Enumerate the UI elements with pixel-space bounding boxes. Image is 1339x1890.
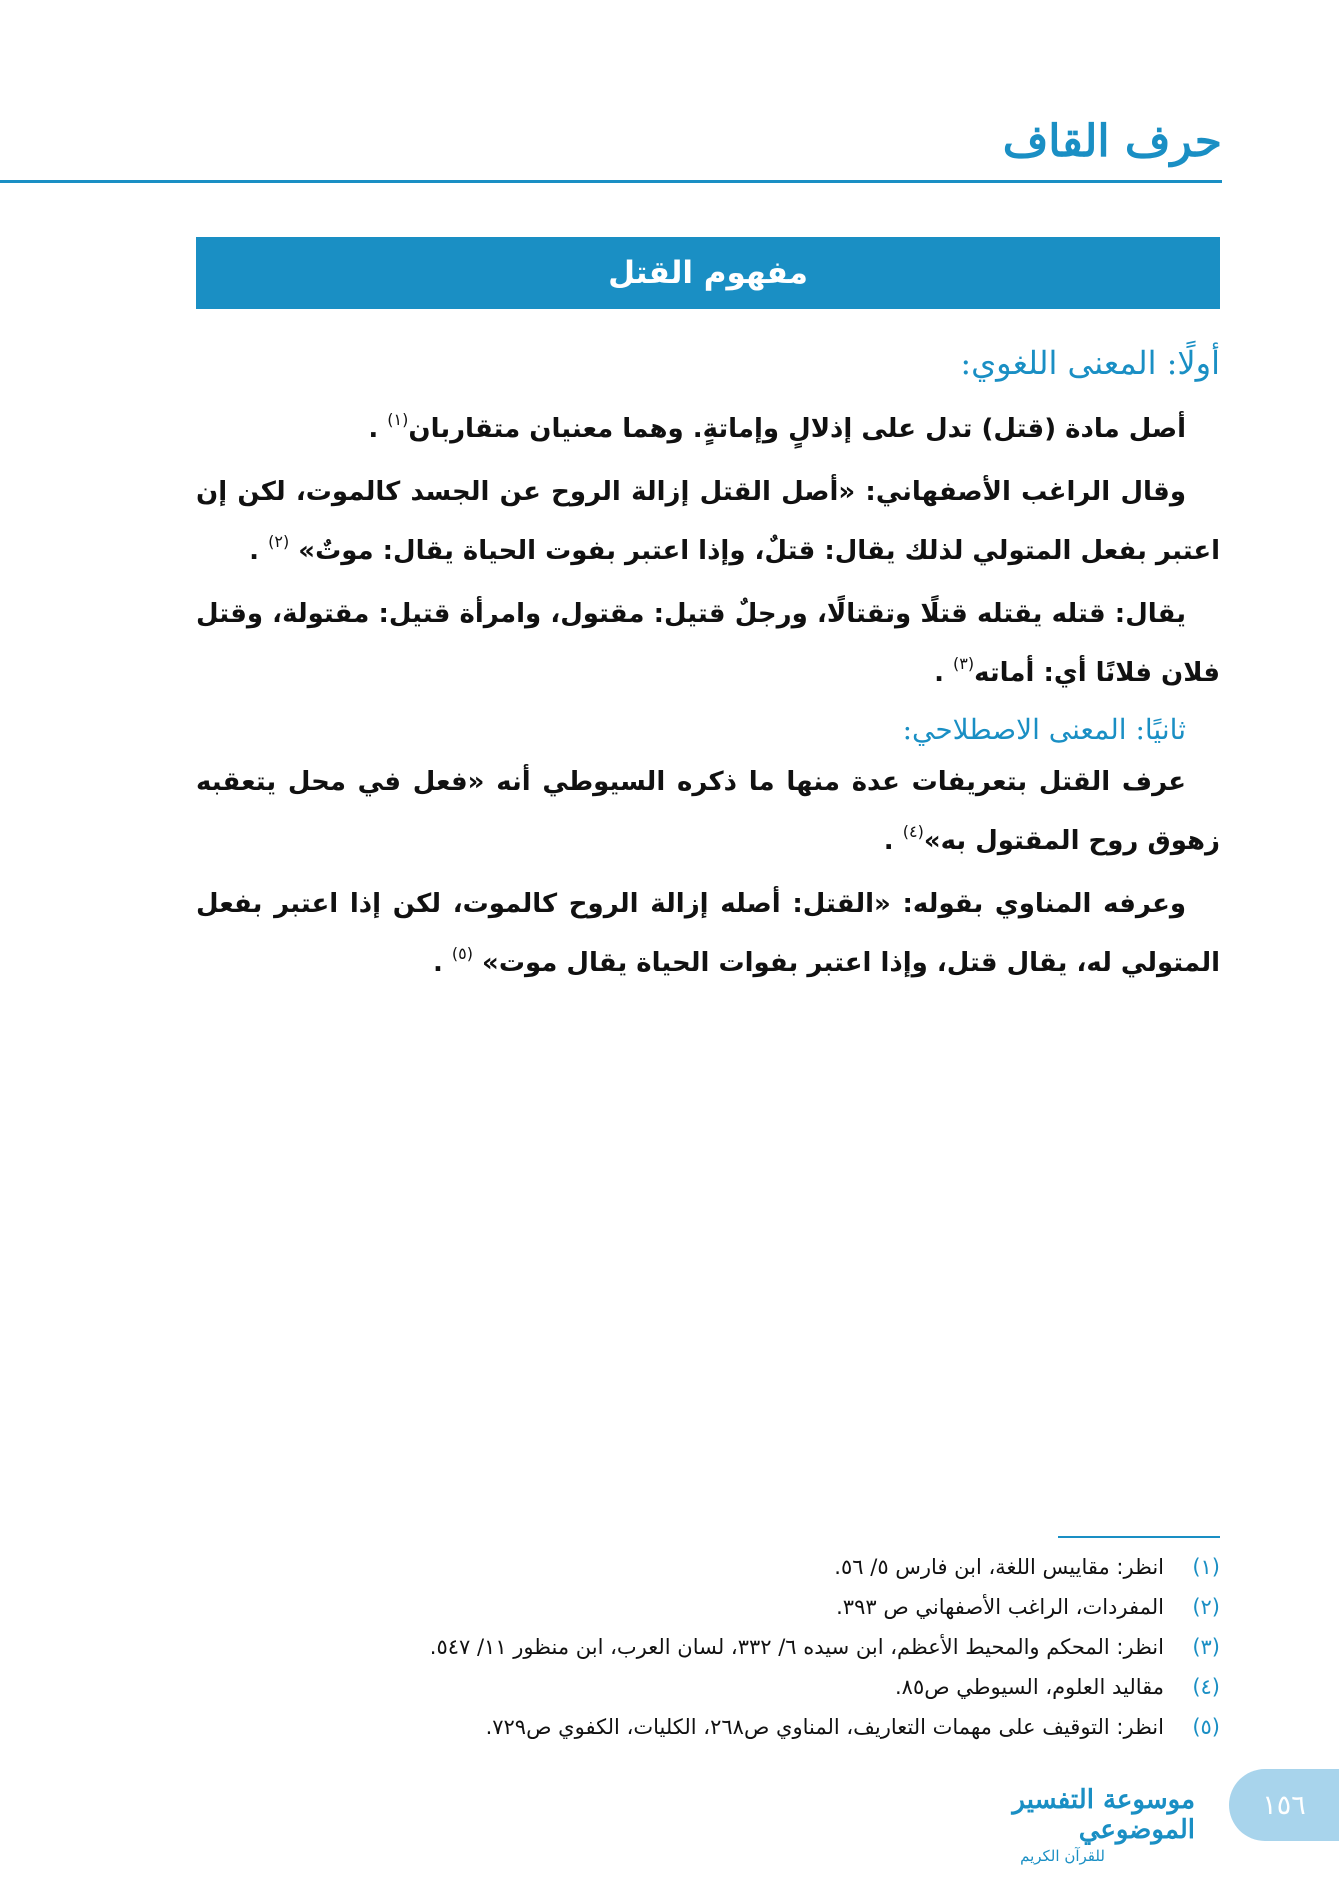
paragraph-1-text: أصل مادة (قتل) تدل على إذلالٍ وإماتةٍ. وهما معنيان متقاربان [408, 414, 1186, 444]
footnote-number: (٢) [1192, 1595, 1220, 1619]
footnote-item [196, 1587, 1220, 1627]
footnote-rule [1058, 1536, 1220, 1538]
footnote-item [196, 1627, 1220, 1667]
footnote-number: (٤) [1192, 1675, 1220, 1699]
encyclopedia-logo [930, 1785, 1195, 1865]
footnote-text: انظر: التوقيف على مهمات التعاريف، المناوي ص٢٦٨، الكليات، الكفوي ص٧٢٩. [485, 1715, 1164, 1739]
header-rule [0, 180, 1222, 183]
main-content [196, 330, 1220, 997]
paragraph-2 [196, 463, 1220, 581]
paragraph-4-end: . [883, 826, 894, 856]
page-number: ١٥٦ [1262, 1789, 1306, 1821]
footnote-number: (٥) [1192, 1715, 1220, 1739]
paragraph-1 [196, 400, 1220, 459]
logo-subtitle: للقرآن الكريم [1020, 1847, 1105, 1865]
page-number-tab [1229, 1769, 1339, 1841]
footnotes [196, 1547, 1220, 1747]
footnote-ref-2[interactable]: (٢) [268, 532, 290, 551]
page-title: مفهوم القتل [608, 255, 808, 291]
paragraph-3 [196, 585, 1220, 703]
section-heading-linguistic: أولًا: المعنى اللغوي: [960, 344, 1220, 382]
footnote-text: المفردات، الراغب الأصفهاني ص ٣٩٣. [836, 1595, 1164, 1619]
footnote-text: انظر: المحكم والمحيط الأعظم، ابن سيده ٦/ ٣٣٢، لسان العرب، ابن منظور ١١/ ٥٤٧. [429, 1635, 1164, 1659]
paragraph-1-end: . [368, 414, 379, 444]
running-head: حرف القاف [1002, 116, 1222, 167]
footnote-ref-5[interactable]: (٥) [451, 944, 473, 963]
footnote-number: (٣) [1192, 1635, 1220, 1659]
paragraph-4 [196, 753, 1220, 871]
paragraph-3-text: يقال: قتله يقتله قتلًا وتقتالًا، ورجلٌ قتيل: مقتول، وامرأة قتيل: مقتولة، وقتل فلان فلانًا أي: أماته [196, 599, 1220, 688]
section-heading-technical: ثانيًا: المعنى الاصطلاحي: [902, 713, 1186, 746]
footnote-item [196, 1547, 1220, 1587]
paragraph-5-end: . [432, 948, 443, 978]
logo-title: موسوعة التفسير الموضوعي [1012, 1785, 1195, 1845]
footnote-ref-1[interactable]: (١) [387, 410, 409, 429]
footnote-item [196, 1667, 1220, 1707]
paragraph-4-text: عرف القتل بتعريفات عدة منها ما ذكره السيوطي أنه «فعل في محل يتعقبه زهوق روح المقتول به» [196, 767, 1220, 856]
paragraph-2-end: . [249, 536, 260, 566]
paragraph-3-end: . [934, 658, 944, 688]
title-banner [196, 237, 1220, 309]
footnote-number: (١) [1192, 1555, 1220, 1579]
paragraph-2-text: وقال الراغب الأصفهاني: «أصل القتل إزالة الروح عن الجسد كالموت، لكن إن اعتبر بفعل المتولي لذلك يقال: قتلٌ، وإذا اعتبر بفوت الحياة يقال: موتٌ» [196, 477, 1220, 566]
footnote-text: انظر: مقاييس اللغة، ابن فارس ٥/ ٥٦. [834, 1555, 1164, 1579]
footnote-item [196, 1707, 1220, 1747]
footnote-text: مقاليد العلوم، السيوطي ص٨٥. [894, 1675, 1164, 1699]
paragraph-5-text: وعرفه المناوي بقوله: «القتل: أصله إزالة الروح كالموت، لكن إذا اعتبر بفعل المتولي له، يقال قتل، وإذا اعتبر بفوات الحياة يقال موت» [196, 889, 1220, 978]
footnote-ref-3[interactable]: (٣) [953, 654, 975, 673]
footnote-ref-4[interactable]: (٤) [902, 822, 924, 841]
paragraph-5 [196, 875, 1220, 993]
